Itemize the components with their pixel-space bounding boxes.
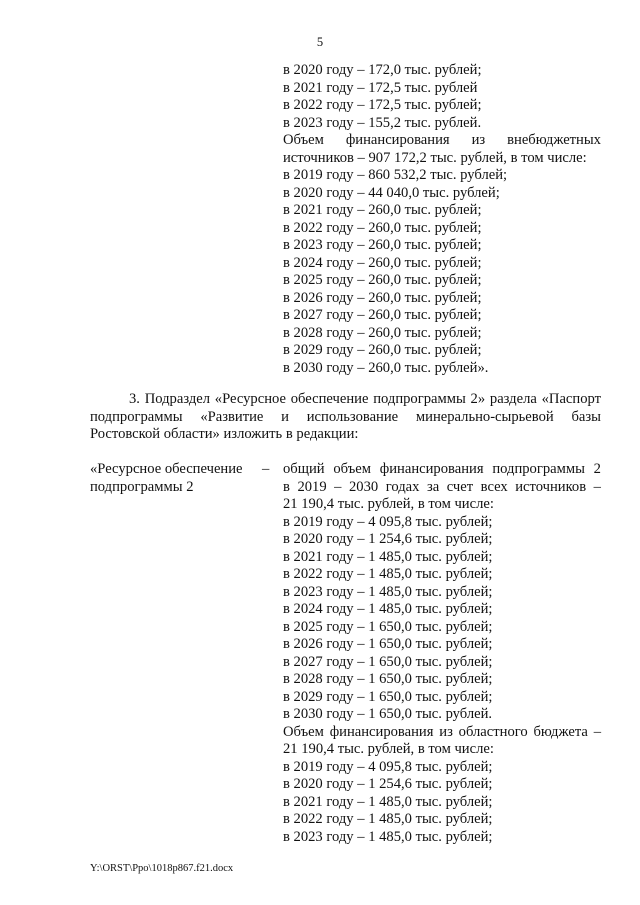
funding-line: в 2022 году – 1 485,0 тыс. рублей; [283, 811, 493, 827]
funding-line: в 2028 году – 260,0 тыс. рублей; [283, 324, 482, 341]
text-word: объем [333, 461, 371, 477]
funding-line: в 2023 году – 155,2 тыс. рублей. [283, 114, 482, 131]
funding-line: в 2027 году – 1 650,0 тыс. рублей; [283, 653, 493, 670]
funding-line: в 2030 году – 260,0 тыс. рублей». [283, 359, 489, 376]
funding-line: в 2022 году – 1 485,0 тыс. рублей; [283, 566, 493, 582]
funding-line: в 2019 году – 4 095,8 тыс. рублей; [283, 513, 493, 530]
funding-line: в 2025 году – 1 650,0 тыс. рублей; [283, 618, 493, 635]
paragraph-word: и [281, 408, 289, 425]
funding-line: в 2021 году – 1 485,0 тыс. рублей; [283, 548, 493, 565]
label-line-1: «Ресурсное обеспечение [90, 461, 243, 477]
text-word: источников [515, 478, 587, 495]
row-dash: – [262, 461, 270, 477]
text-word: областного [458, 723, 528, 740]
funding-line: в 2019 году – 4 095,8 тыс. рублей; [283, 758, 493, 775]
text-word: 2 [593, 461, 601, 477]
total-funding-line-1 [283, 461, 601, 479]
funding-line: в 2023 году – 1 485,0 тыс. рублей; [283, 583, 493, 600]
resource-row-content [283, 461, 601, 846]
paragraph-3-line-3: Ростовской области» изложить в редакции: [90, 426, 359, 442]
extrabudgetary-heading [283, 132, 601, 150]
funding-line: в 2030 году – 1 650,0 тыс. рублей. [283, 706, 493, 722]
text-word: из [439, 723, 453, 740]
funding-line: в 2028 году – 1 650,0 тыс. рублей; [283, 671, 493, 687]
paragraph-word: подпрограммы [90, 408, 183, 425]
funding-line: в 2022 году – 172,5 тыс. рублей; [283, 97, 482, 113]
text-word: бюджета [533, 723, 588, 740]
paragraph-word: базы [571, 408, 601, 425]
funding-line: 21 190,4 тыс. рублей, в том числе: [283, 741, 494, 757]
resource-row-label [90, 461, 275, 496]
funding-line: в 2029 году – 260,0 тыс. рублей; [283, 342, 482, 358]
funding-line: в 2024 году – 260,0 тыс. рублей; [283, 254, 482, 271]
text-word: общий [283, 461, 325, 477]
funding-line: в 2020 году – 1 254,6 тыс. рублей; [283, 531, 493, 547]
text-word: Объем [283, 723, 324, 740]
text-word: финансирования [329, 723, 434, 740]
paragraph-3 [90, 391, 601, 444]
funding-line: 21 190,4 тыс. рублей, в том числе: [283, 496, 494, 512]
funding-line: в 2023 году – 1 485,0 тыс. рублей; [283, 828, 493, 845]
funding-line: в 2024 году – 1 485,0 тыс. рублей; [283, 601, 493, 617]
text-word: 2019 [297, 478, 327, 495]
funding-line: в 2019 году – 860 532,2 тыс. рублей; [283, 167, 508, 183]
paragraph-word: использование [306, 408, 399, 425]
funding-line: в 2025 году – 260,0 тыс. рублей; [283, 272, 482, 288]
text-word: – [593, 478, 601, 495]
funding-line: в 2021 году – 172,5 тыс. рублей [283, 79, 478, 96]
funding-line: в 2026 году – 260,0 тыс. рублей; [283, 289, 482, 306]
file-path-footer: Y:\ORST\Ppo\1018p867.f21.docx [90, 863, 234, 874]
text-word: финансирования [379, 461, 484, 477]
funding-line: в 2026 году – 1 650,0 тыс. рублей; [283, 636, 493, 652]
heading-word: Объем [283, 132, 324, 148]
paragraph-word: минерально-сырьевой [415, 408, 554, 425]
regional-budget-heading [283, 724, 601, 742]
funding-line: в 2020 году – 44 040,0 тыс. рублей; [283, 184, 500, 201]
heading-word: финансирования [345, 132, 450, 148]
paragraph-3-line-1: 3. Подраздел «Ресурсное обеспечение подпрограммы 2» раздела «Паспорт [129, 391, 601, 407]
funding-line: в 2021 году – 260,0 тыс. рублей; [283, 202, 482, 218]
text-word: годах [385, 478, 420, 495]
paragraph-word: «Развитие [200, 408, 264, 425]
heading-word: внебюджетных [507, 132, 601, 148]
text-word: 2030 [348, 478, 379, 495]
paragraph-3-line-2 [90, 409, 601, 427]
regional-funding-lines [283, 741, 601, 846]
funding-line: в 2020 году – 1 254,6 тыс. рублей; [283, 776, 493, 792]
funding-line: источников – 907 172,2 тыс. рублей, в том числе: [283, 149, 587, 166]
funding-line: в 2020 году – 172,0 тыс. рублей; [283, 62, 482, 78]
funding-line: в 2022 году – 260,0 тыс. рублей; [283, 219, 482, 236]
funding-lines-top [283, 62, 601, 132]
text-word: в [283, 478, 290, 495]
heading-word: из [471, 132, 486, 148]
yearly-funding-lines [283, 496, 601, 724]
total-funding-line-2 [283, 479, 601, 497]
page-number: 5 [316, 35, 324, 49]
financing-continuation [283, 62, 601, 377]
text-word: подпрограммы [492, 461, 585, 477]
text-word: – [334, 478, 342, 495]
label-line-2: подпрограммы 2 [90, 478, 194, 495]
text-word: счет [446, 478, 474, 495]
text-word: за [426, 478, 440, 495]
funding-line: в 2023 году – 260,0 тыс. рублей; [283, 237, 482, 253]
funding-line: в 2027 году – 260,0 тыс. рублей; [283, 307, 482, 323]
funding-line: в 2029 году – 1 650,0 тыс. рублей; [283, 688, 493, 705]
funding-lines-bottom [283, 150, 601, 378]
text-word: всех [480, 478, 508, 495]
funding-line: в 2021 году – 1 485,0 тыс. рублей; [283, 793, 493, 810]
text-word: – [593, 723, 601, 740]
